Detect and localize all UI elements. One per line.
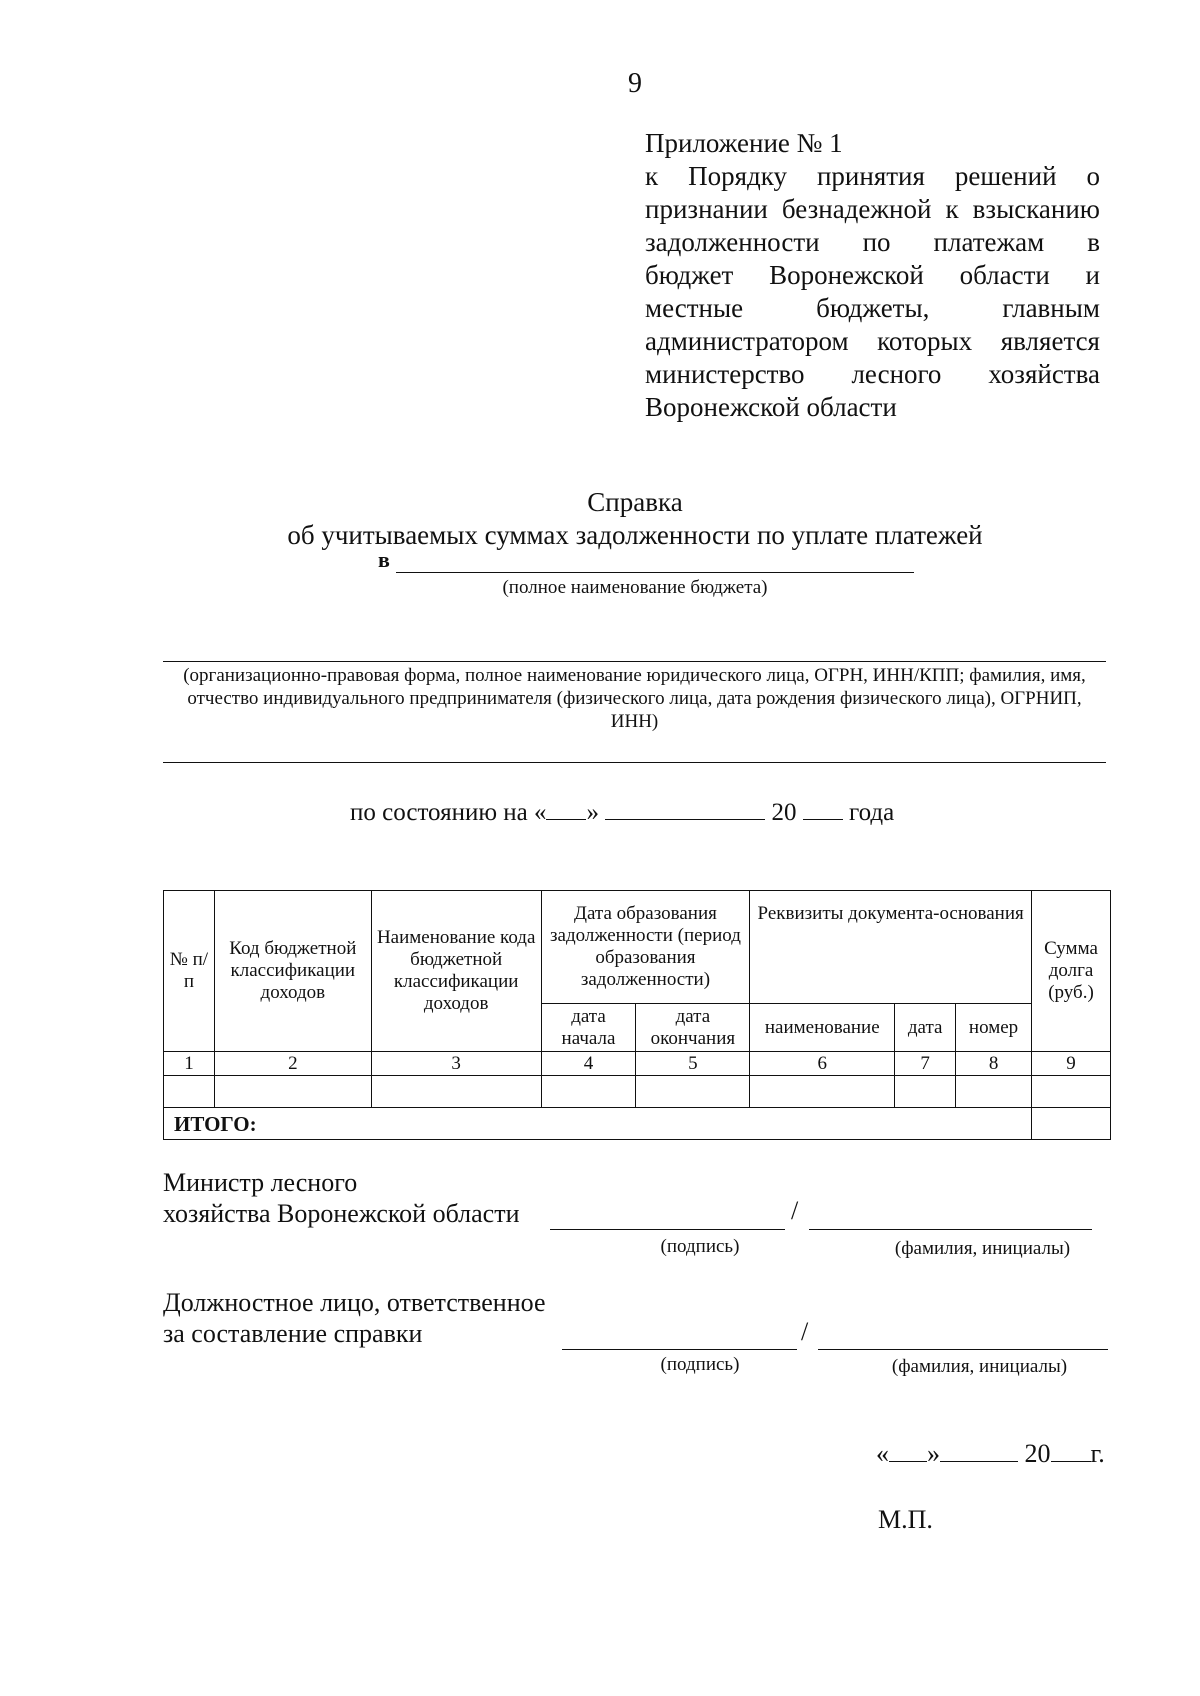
minister-name-line[interactable] xyxy=(809,1229,1092,1230)
minister-slash: / xyxy=(791,1196,799,1225)
as-of-prefix: по состоянию на « xyxy=(350,799,547,826)
minister-line-2: хозяйства Воронежской области xyxy=(163,1199,520,1228)
appendix-word: в xyxy=(1087,227,1100,257)
appendix-word: хозяйства xyxy=(988,359,1100,389)
appendix-word: которых xyxy=(877,326,973,356)
date-month-blank[interactable] xyxy=(940,1439,1018,1462)
appendix-word: бюджет xyxy=(645,260,734,290)
col-number: 3 xyxy=(371,1052,541,1076)
header-doc-name: наименование xyxy=(750,1004,895,1052)
official-signature-line[interactable] xyxy=(562,1349,797,1350)
official-line-2: за составление справки xyxy=(163,1319,423,1348)
budget-caption: (полное наименование бюджета) xyxy=(502,577,768,598)
appendix-word: администратором xyxy=(645,326,849,356)
header-date-end: дата окончания xyxy=(636,1004,750,1052)
col-number: 5 xyxy=(636,1052,750,1076)
appendix-word: местные xyxy=(645,293,744,323)
date-year-blank[interactable] xyxy=(1051,1439,1091,1462)
appendix-word: к xyxy=(645,161,659,191)
header-date-group: Дата образования задолженности (период образования задолженности) xyxy=(541,891,750,1004)
header-date-start: дата начала xyxy=(541,1004,636,1052)
date-open-quote: « xyxy=(876,1439,889,1468)
table-cell[interactable] xyxy=(164,1076,215,1108)
appendix-word: области xyxy=(959,260,1050,290)
date-year-suffix: г. xyxy=(1090,1439,1105,1468)
header-sum: Сумма долга (руб.) xyxy=(1032,891,1111,1052)
official-name-line[interactable] xyxy=(818,1349,1108,1350)
budget-field xyxy=(378,547,914,573)
table-cell[interactable] xyxy=(371,1076,541,1108)
col-number: 9 xyxy=(1032,1052,1111,1076)
header-num: № п/п xyxy=(164,891,215,1052)
official-name-caption: (фамилия, инициалы) xyxy=(891,1356,1068,1377)
page-number: 9 xyxy=(628,68,642,99)
stamp-place: М.П. xyxy=(878,1505,933,1534)
official-line-1: Должностное лицо, ответственное xyxy=(163,1288,546,1317)
appendix-word: министерство xyxy=(645,359,805,389)
appendix-word: к xyxy=(945,194,959,224)
col-number: 8 xyxy=(956,1052,1032,1076)
minister-title xyxy=(163,1167,520,1229)
total-sum-cell[interactable] xyxy=(1032,1108,1111,1140)
appendix-word: задолженности xyxy=(645,227,820,257)
appendix-line xyxy=(645,226,1100,259)
official-slash: / xyxy=(801,1317,809,1346)
col-number: 7 xyxy=(895,1052,956,1076)
year-blank xyxy=(803,797,843,820)
table-cell[interactable] xyxy=(750,1076,895,1108)
official-signature-caption: (подпись) xyxy=(660,1354,740,1375)
title-line-1: Справка xyxy=(587,487,683,517)
appendix-word: и xyxy=(1085,260,1100,290)
appendix-last-line: Воронежской области xyxy=(645,392,897,422)
org-caption: (организационно-правовая форма, полное наименование юридического лица, ОГРН, ИНН/КПП; фамилия, имя, отчество индивидуального предпринимателя (физического лица, дата рождения физического лица), ОГРНИП, ИНН) xyxy=(183,665,1086,732)
as-of-close-quote: » xyxy=(586,799,599,826)
appendix-word: Порядку xyxy=(688,161,787,191)
appendix-word: о xyxy=(1086,161,1100,191)
appendix-word: лесного xyxy=(851,359,942,389)
minister-signature-caption: (подпись) xyxy=(660,1236,740,1257)
appendix-word: по xyxy=(862,227,891,257)
appendix-word: принятия xyxy=(816,161,925,191)
header-code: Код бюджетной классификации доходов xyxy=(214,891,371,1052)
minister-line-1: Министр лесного xyxy=(163,1168,358,1197)
document-title xyxy=(0,486,1200,552)
appendix-line xyxy=(645,358,1100,391)
budget-blank-line xyxy=(396,550,914,573)
date-close-quote: » xyxy=(927,1439,940,1468)
month-blank xyxy=(605,797,765,820)
appendix-word: признании xyxy=(645,194,768,224)
appendix-word: безнадежной xyxy=(781,194,932,224)
appendix-word: главным xyxy=(1002,293,1100,323)
appendix-word: бюджеты, xyxy=(816,293,930,323)
total-label: ИТОГО: xyxy=(164,1108,1032,1140)
table-cell[interactable] xyxy=(895,1076,956,1108)
as-of-suffix: года xyxy=(848,799,895,826)
appendix-word: является xyxy=(1000,326,1100,356)
minister-signature-line[interactable] xyxy=(550,1229,785,1230)
total-row xyxy=(164,1108,1111,1140)
col-number: 1 xyxy=(164,1052,215,1076)
appendix-word: Воронежской xyxy=(769,260,924,290)
signature-date-line xyxy=(876,1439,1105,1469)
table-cell[interactable] xyxy=(541,1076,636,1108)
appendix-header xyxy=(645,127,1100,424)
header-doc-date: дата xyxy=(895,1004,956,1052)
header-doc-group: Реквизиты документа-основания xyxy=(750,891,1032,1004)
header-code-name: Наименование кода бюджетной классификации доходов xyxy=(371,891,541,1052)
appendix-text xyxy=(645,160,1100,391)
appendix-word: взысканию xyxy=(972,194,1100,224)
as-of-date-line xyxy=(350,797,894,827)
header-doc-number: номер xyxy=(956,1004,1032,1052)
title-line-2: об учитываемых суммах задолженности по уплате платежей xyxy=(287,520,983,550)
table-cell[interactable] xyxy=(1032,1076,1111,1108)
appendix-line xyxy=(645,292,1100,325)
appendix-line xyxy=(645,325,1100,358)
day-blank xyxy=(546,797,586,820)
col-number: 2 xyxy=(214,1052,371,1076)
minister-name-caption: (фамилия, инициалы) xyxy=(894,1238,1071,1259)
appendix-word: решений xyxy=(954,161,1057,191)
table-row xyxy=(164,1076,1111,1108)
appendix-line xyxy=(645,259,1100,292)
appendix-title: Приложение № 1 xyxy=(645,128,843,158)
col-number: 4 xyxy=(541,1052,636,1076)
table-cell[interactable] xyxy=(636,1076,750,1108)
as-of-year-prefix: 20 xyxy=(771,799,797,826)
official-title xyxy=(163,1287,545,1349)
date-year-prefix: 20 xyxy=(1024,1439,1051,1468)
col-number: 6 xyxy=(750,1052,895,1076)
appendix-line xyxy=(645,193,1100,226)
column-number-row xyxy=(164,1052,1111,1076)
date-day-blank[interactable] xyxy=(889,1439,927,1462)
debt-table xyxy=(163,890,1111,1140)
appendix-word: платежам xyxy=(933,227,1045,257)
org-field-line xyxy=(163,661,1106,662)
budget-prefix: в xyxy=(378,547,390,572)
appendix-line xyxy=(645,160,1100,193)
table-cell[interactable] xyxy=(214,1076,371,1108)
org-field-line-bottom xyxy=(163,762,1106,763)
table-cell[interactable] xyxy=(956,1076,1032,1108)
